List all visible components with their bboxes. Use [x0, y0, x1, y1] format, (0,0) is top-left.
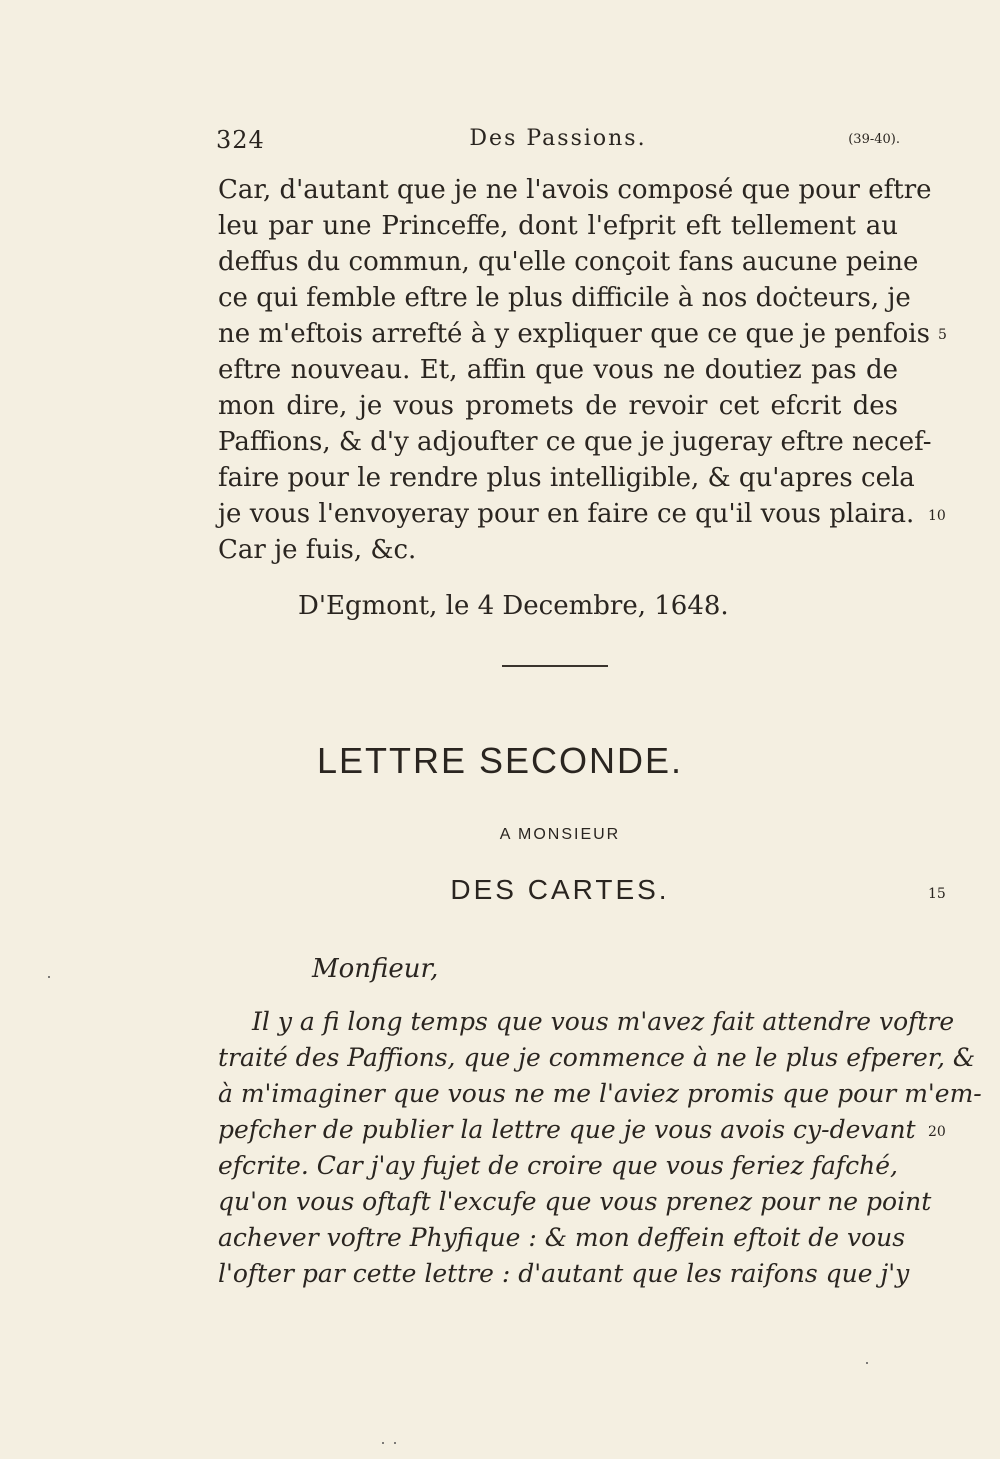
- text-line: Car je fuis, &c.: [218, 535, 417, 565]
- speck: [394, 1442, 396, 1444]
- line-number: 10: [928, 508, 946, 524]
- letter-line: traité des Paffions, que je commence à ne le plus efperer, &: [218, 1043, 976, 1072]
- speck: [382, 1442, 384, 1444]
- text-line: ne m'eftois arrefté à y expliquer que ce que je penfois: [218, 319, 930, 349]
- line-number: 20: [928, 1124, 946, 1140]
- running-title: Des Passions.: [469, 126, 647, 151]
- letter-title: LETTRE SECONDE.: [316, 740, 684, 781]
- letter-line: l'ofter par cette lettre : d'autant que les raifons que j'y: [218, 1259, 910, 1288]
- line-number: 15: [928, 886, 946, 902]
- text-line: Paffions, & d'y adjoufter ce que je jugeray eftre necef-: [218, 427, 932, 457]
- letter-line: qu'on vous oftaft l'excufe que vous prenez pour ne point: [218, 1187, 932, 1216]
- text-line: leu par une Princeffe, dont l'efprit eft tellement au: [218, 211, 898, 241]
- date-signature: D'Egmont, le 4 Decembre, 1648.: [298, 591, 729, 621]
- addressee-name: DES CARTES.: [450, 874, 670, 905]
- text-line: faire pour le rendre plus intelligible, & qu'apres cela: [218, 463, 915, 493]
- page-header: [216, 126, 900, 160]
- text-line: Car, d'autant que je ne l'avois composé que pour eftre: [218, 175, 932, 205]
- page-number: 324: [216, 126, 265, 154]
- letter-line: à m'imaginer que vous ne me l'aviez promis que pour m'em-: [218, 1079, 982, 1108]
- text-line: mon dire, je vous promets de revoir cet efcrit des: [218, 391, 898, 421]
- salutation: Monfieur,: [312, 954, 439, 984]
- text-line: deffus du commun, qu'elle conçoit fans aucune peine: [218, 247, 919, 277]
- text-line: ce qui femble eftre le plus difficile à nos doċteurs, je: [218, 283, 911, 313]
- letter-line: achever voftre Phyfique : & mon deffein eftoit de vous: [218, 1223, 906, 1252]
- speck: [866, 1362, 868, 1364]
- letter-line: efcrite. Car j'ay fujet de croire que vous feriez fafché,: [218, 1151, 898, 1180]
- section-divider: [502, 665, 608, 667]
- text-line: je vous l'envoyeray pour en faire ce qu'il vous plaira.: [218, 499, 915, 529]
- letter-line: pefcher de publier la lettre que je vous avois cy-devant: [218, 1115, 916, 1144]
- text-line: eftre nouveau. Et, affin que vous ne doutiez pas de: [218, 355, 898, 385]
- line-number: 5: [938, 327, 947, 343]
- addressee-prefix: A MONSIEUR: [499, 826, 621, 843]
- speck: [48, 976, 50, 978]
- section-reference: (39-40).: [848, 132, 900, 147]
- letter-line: Il y a fi long temps que vous m'avez fait attendre voftre: [252, 1007, 955, 1036]
